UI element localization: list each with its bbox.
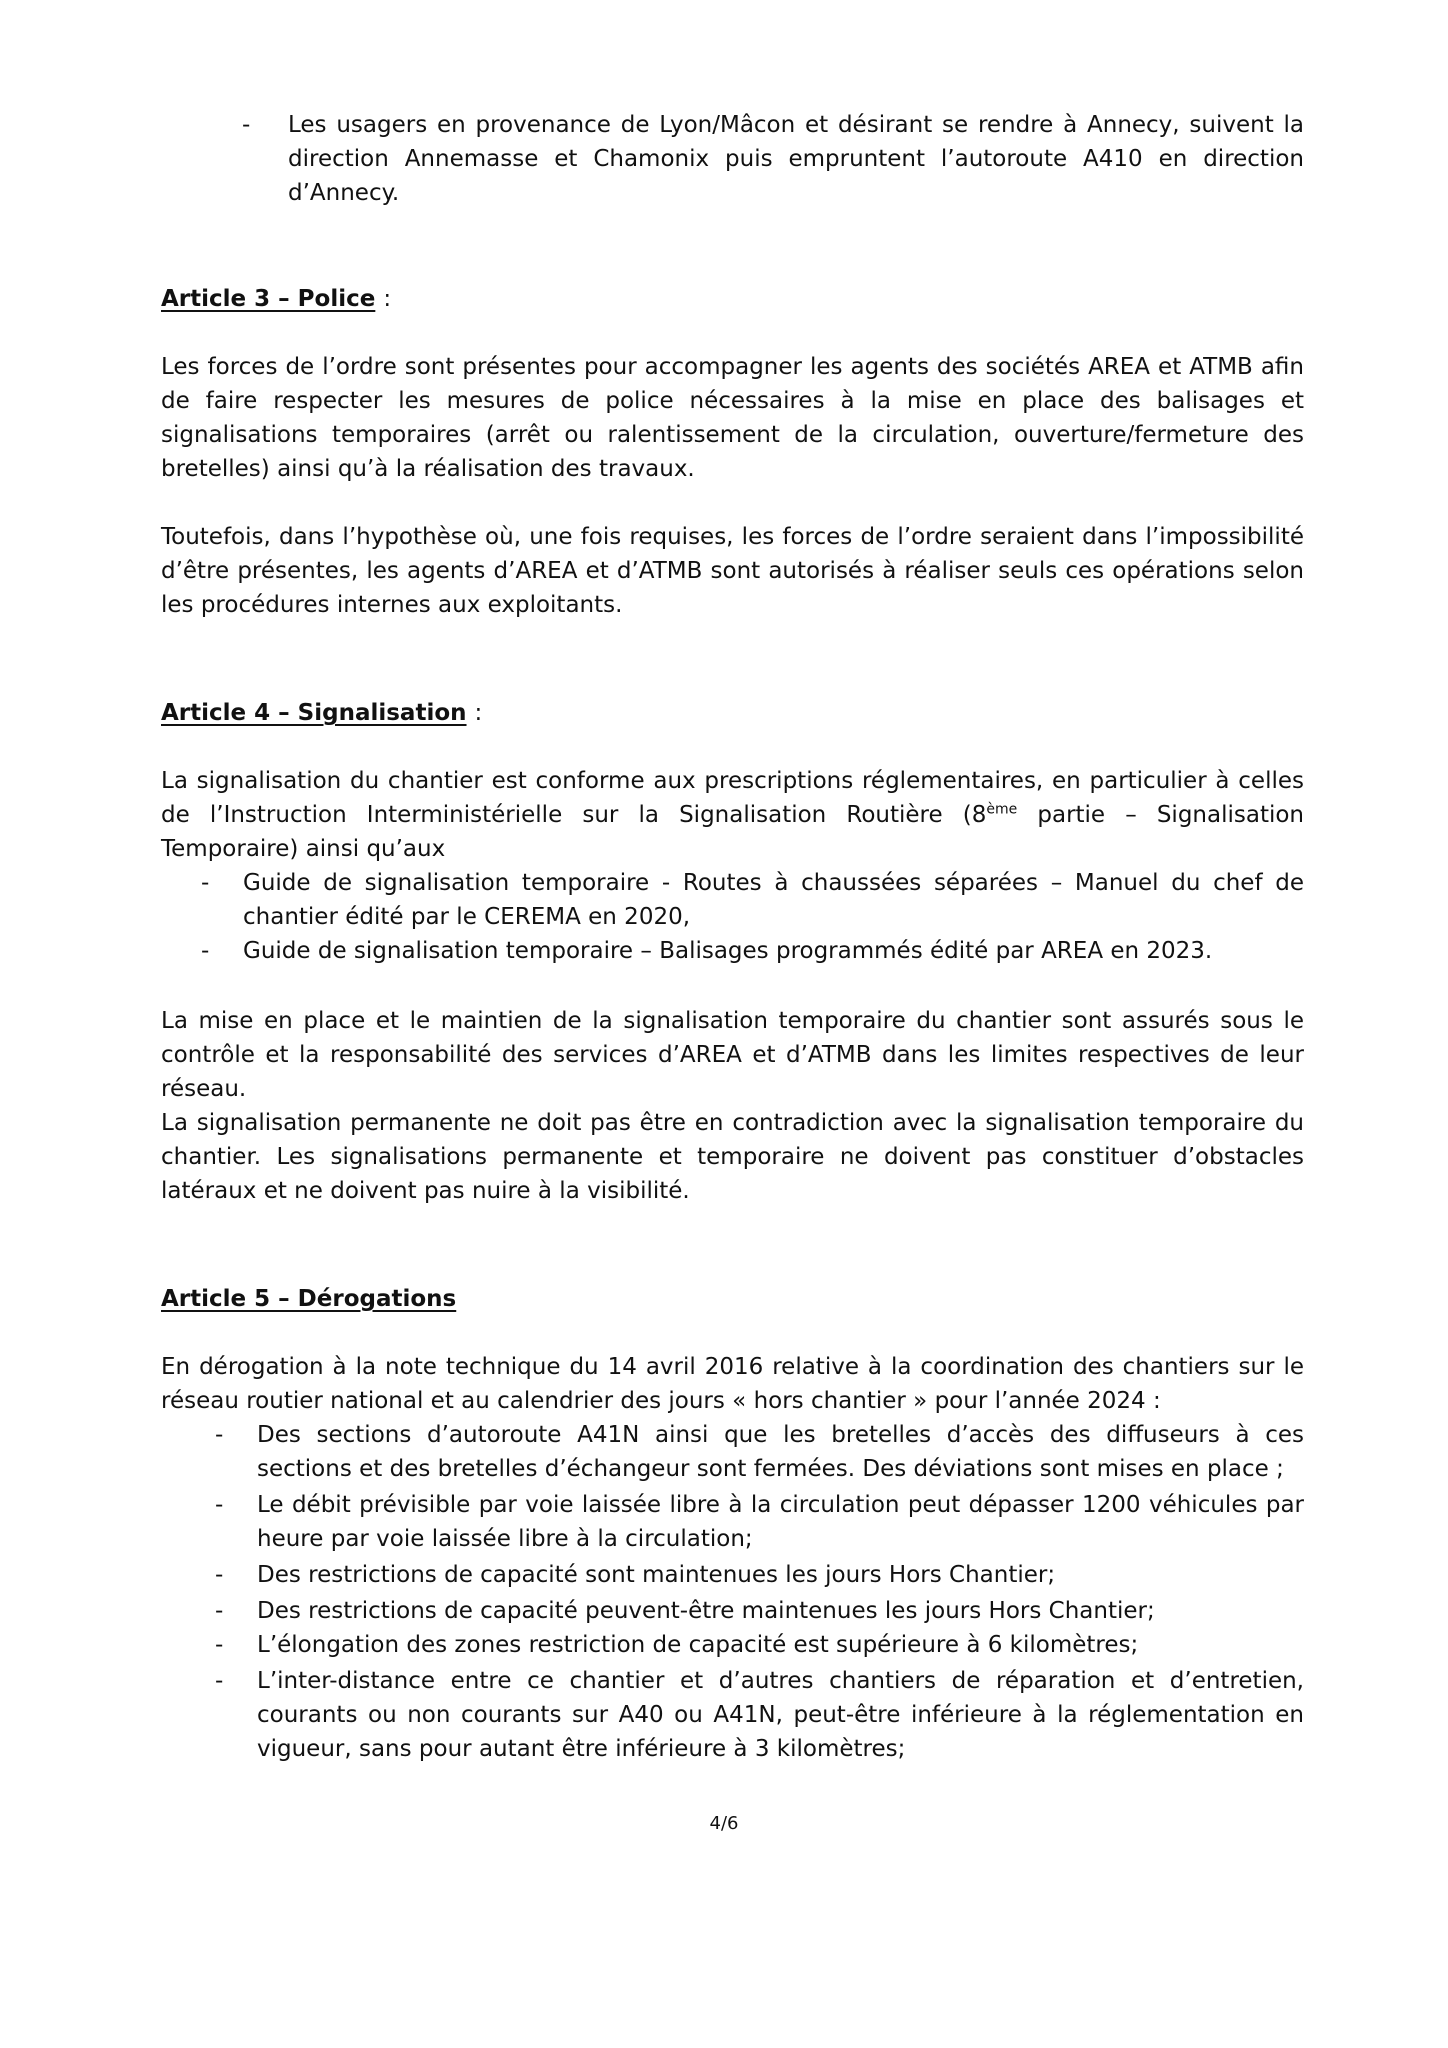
list-item <box>215 1664 1304 1766</box>
list-dash: - <box>201 938 210 964</box>
article-3-heading <box>161 282 391 316</box>
list-item-text: Des sections d’autoroute A41N ainsi que les bretelles d’accès des diffuseurs à ces sections et des bretelles d’échangeur sont fermées. Des déviations sont mises en place ; <box>257 1422 1304 1482</box>
list-item-text: L’inter-distance entre ce chantier et d’autres chantiers de réparation et d’entretien, courants ou non courants sur A40 ou A41N, peut-être inférieure à la réglementation en vigueur, sans pour autant être inférieure à 3 kilomètres; <box>257 1668 1304 1762</box>
heading-colon: : <box>474 700 483 726</box>
article-4-intro <box>161 764 1304 866</box>
list-item <box>215 1488 1304 1556</box>
article-5-intro: En dérogation à la note technique du 14 avril 2016 relative à la coordination des chantiers sur le réseau routier national et au calendrier des jours « hors chantier » pour l’année 2024 : <box>161 1354 1304 1414</box>
article-3-paragraph-1: Les forces de l’ordre sont présentes pour accompagner les agents des sociétés AREA et ATMB afin de faire respecter les mesures de police nécessaires à la mise en place des balisages et signalisations temporaires (arrêt ou ralentissement de la circulation, ouverture/fermeture des bretelles) ainsi qu’à la réalisation des travaux. <box>161 354 1304 482</box>
article-4-title: Article 4 – Signalisation <box>161 700 467 726</box>
list-item-text: Les usagers en provenance de Lyon/Mâcon et désirant se rendre à Annecy, suivent la direction Annemasse et Chamonix puis empruntent l’autoroute A410 en direction d’Annecy. <box>288 112 1304 206</box>
list-dash: - <box>215 1492 224 1518</box>
list-item-text: Guide de signalisation temporaire – Balisages programmés édité par AREA en 2023. <box>243 938 1213 964</box>
list-item-text: L’élongation des zones restriction de capacité est supérieure à 6 kilomètres; <box>257 1632 1139 1658</box>
list-item <box>242 108 1304 210</box>
list-item-text: Des restrictions de capacité sont maintenues les jours Hors Chantier; <box>257 1562 1056 1588</box>
article-4-paragraph-2: La mise en place et le maintien de la signalisation temporaire du chantier sont assurés sous le contrôle et la responsabilité des services d’AREA et d’ATMB dans les limites respectives de leur réseau. <box>161 1008 1304 1102</box>
list-item-text: Le débit prévisible par voie laissée libre à la circulation peut dépasser 1200 véhicules par heure par voie laissée libre à la circulation; <box>257 1492 1304 1552</box>
list-item <box>215 1558 1304 1592</box>
article-4-paragraph-3: La signalisation permanente ne doit pas être en contradiction avec la signalisation temporaire du chantier. Les signalisations permanente et temporaire ne doivent pas constituer d’obstacles latéraux et ne doivent pas nuire à la visibilité. <box>161 1110 1304 1204</box>
article-4-intro-b: partie – Signalisation Temporaire) ainsi qu’aux <box>161 802 1304 862</box>
article-3-paragraph-2: Toutefois, dans l’hypothèse où, une fois requises, les forces de l’ordre seraient dans l’impossibilité d’être présentes, les agents d’AREA et d’ATMB sont autorisés à réaliser seuls ces opérations selon les procédures internes aux exploitants. <box>161 524 1304 618</box>
list-dash: - <box>242 112 251 138</box>
list-dash: - <box>215 1632 224 1658</box>
list-item-text: Guide de signalisation temporaire - Routes à chaussées séparées – Manuel du chef de chantier édité par le CEREMA en 2020, <box>243 870 1304 930</box>
list-dash: - <box>215 1598 224 1624</box>
list-item <box>215 1418 1304 1486</box>
list-item <box>215 1594 1304 1628</box>
superscript: ème <box>986 801 1018 818</box>
list-dash: - <box>215 1422 224 1448</box>
article-4-intro-a: La signalisation du chantier est conforme aux prescriptions réglementaires, en particulier à celles de l’Instruction Interministérielle sur la Signalisation Routière (8 <box>161 768 1304 828</box>
heading-colon: : <box>383 286 392 312</box>
list-dash: - <box>215 1562 224 1588</box>
list-item <box>201 866 1304 934</box>
article-5-heading <box>161 1282 456 1316</box>
list-dash: - <box>215 1668 224 1694</box>
page-number: 4/6 <box>709 1813 739 1834</box>
list-item <box>201 934 1304 968</box>
list-item <box>215 1628 1304 1662</box>
article-4-heading <box>161 696 482 730</box>
article-3-title: Article 3 – Police <box>161 286 376 312</box>
article-5-title: Article 5 – Dérogations <box>161 1286 457 1312</box>
list-dash: - <box>201 870 210 896</box>
list-item-text: Des restrictions de capacité peuvent-être maintenues les jours Hors Chantier; <box>257 1598 1155 1624</box>
